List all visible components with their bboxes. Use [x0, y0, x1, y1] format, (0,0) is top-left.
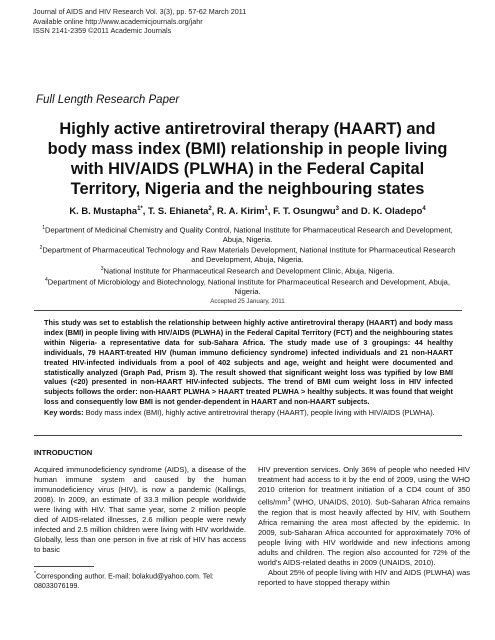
accepted-date: Accepted 25 January, 2011 [210, 298, 285, 305]
abstract-bottom-rule [34, 435, 462, 436]
author-list [30, 205, 465, 216]
paper-type: Full Length Research Paper [36, 94, 180, 106]
abstract-top-rule [34, 310, 462, 311]
journal-citation: Journal of AIDS and HIV Research Vol. 3(3), pp. 57-62 March 2011 [33, 7, 247, 16]
author: F. T. Osungwu$^3$ and [273, 205, 361, 216]
affiliations [36, 224, 459, 296]
affiliation: $^2$Department of Pharmaceutical Technology and Raw Materials Development, National Institute for Pharmaceutical Research and Development, Abuja, Nigeria. [39, 245, 456, 265]
author: K. B. Mustapha$^{1*}$, [69, 205, 148, 216]
affiliation: $^1$Department of Medicinal Chemistry and Quality Control, National Institute for Pharmaceutical Research and Development, Abuja, Nigeria. [42, 225, 453, 244]
intro-left-column: Acquired immunodeficiency syndrome (AIDS), a disease of the human immune system and caused by the human immunodeficiency virus (HIV), is now a pandemic (Kallings, 2008). In 2009, an estimate of 33.3 million people worldwide were living with HIV. That same year, some 2 million people died of AIDS-related illnesses, 2.6 million people were newly infected and 2.5 million children were living with HIV worldwide. Globally, less than one person in five at risk of HIV has access to basic [34, 465, 246, 555]
journal-url-line: Available online http://www.academicjournals.org/jahr [33, 16, 203, 26]
keywords-label: Key words: [44, 408, 84, 417]
journal-issn: ISSN 2141-2359 ©2011 Academic Journals [33, 26, 172, 36]
author: T. S. Ehianeta$^2$, [147, 205, 217, 216]
affiliation: $^4$Department of Microbiology and Biotechnology, National Institute for Pharmaceutical Research and Development, Abuja, Nigeria. [45, 276, 450, 296]
section-heading-introduction: INTRODUCTION [34, 448, 93, 457]
corresponding-author-footnote: *Corresponding author. E-mail: bolakud@yahoo.com. Tel: 08033076199. [34, 571, 214, 590]
keywords-text: Body mass index (BMI), highly active antiretroviral therapy (HAART), people living with HIV/AIDS (PLWHA). [85, 408, 435, 417]
abstract: This study was set to establish the relationship between highly active antiretroviral therapy (HAART) and body mass index (BMI) in people living with HIV/AIDS (PLWHA) in the Federal Capital Territory (FCT) and the neighbouring states within Nigeria- a representative data for sub-Sahara Africa. The study made use of 3 groupings: 44 healthy individuals, 79 HAART-treated HIV (human immuno deficiency syndrome) infected individuals and 21 non-HAART treated HIV-infected individuals from a pool of 402 subjects and age, weight and height were documented and statistically analyzed (Graph Pad, Prism 3). The result showed that significant weight loss was typified by low BMI values (<20) presented in non-HAART HIV-infected subjects. The trend of BMI cum weight loss in HIV infected subjects follows the order: non-HAART PLWHA > HAART treated PLWHA > healthy subjects. It was found that weight loss and consequently low BMI is not gender-dependent in HAART and non-HAART subjects. [44, 318, 453, 407]
paper-title: Highly active antiretroviral therapy (HAART) and body mass index (BMI) relationship in people living with HIV/AIDS (PLWHA) in the Federal Capital Territory, Nigeria and the neighbouring states [47, 120, 448, 198]
author: R. A. Kirim$^1$, [216, 205, 274, 216]
author: D. K. Oladepo$^4$ [360, 205, 426, 216]
keywords [44, 408, 453, 418]
affiliation: $^3$National Institute for Pharmaceutical Research and Development Clinic, Abuja, Nigeria. [100, 265, 395, 276]
footnote-rule [34, 566, 94, 567]
journal-header [33, 7, 246, 36]
intro-right-column: HIV prevention services. Only 36% of people who needed HIV treatment had access to it by the end of 2009, using the WHO 2010 criterion for treatment initiation of a CD4 count of 350 cells/$mm^3$ (WHO, UNAIDS, 2010). Sub-Saharan Africa remains the region that is most heavily affected by HIV, with Southern Africa remaining the area most affected by the epidemic. In 2009, sub-Saharan Africa accounted for approximately 70% of people living with HIV worldwide and new infections among adults and children. The region also accounted for 72% of the world’s AIDS-related deaths in 2009 (UNAIDS, 2010). About 25% of people living with HIV and AIDS (PLWHA) was reported to have stopped therapy within [258, 465, 470, 588]
